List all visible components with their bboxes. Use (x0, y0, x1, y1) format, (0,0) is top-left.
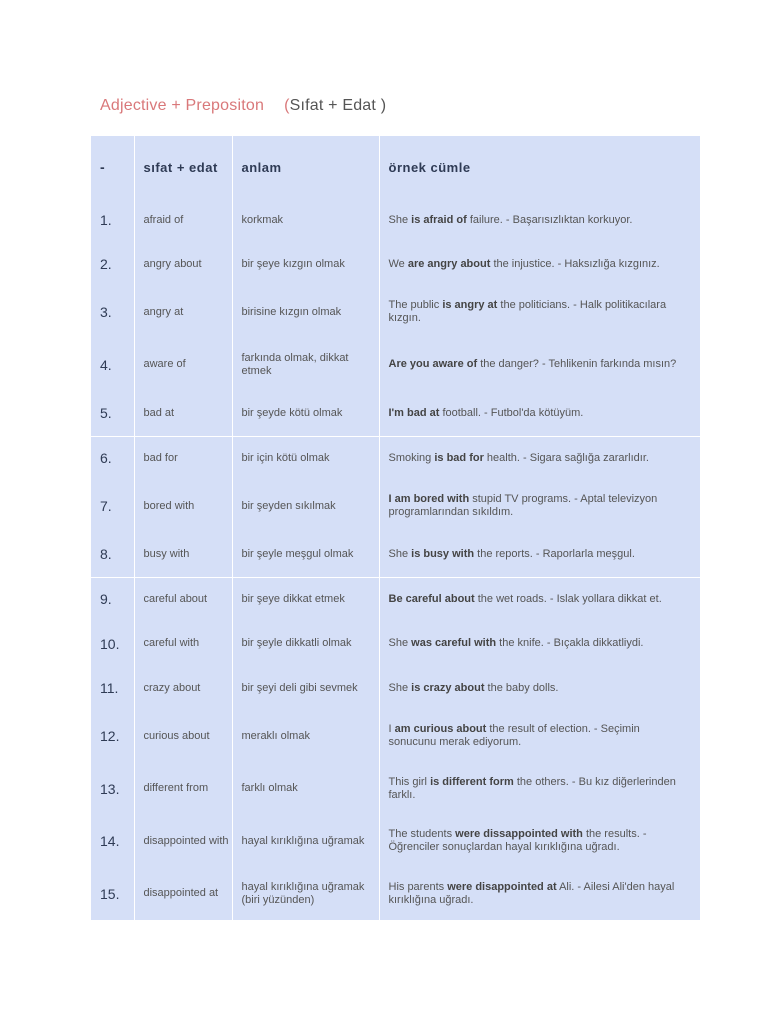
row-meaning: hayal kırıklığına uğramak (232, 815, 379, 867)
table-row (91, 436, 700, 480)
example-bold-phrase: is bad for (434, 451, 484, 464)
row-meaning: bir şeyle meşgul olmak (232, 532, 379, 577)
row-number: 6. (91, 436, 134, 480)
header-adjective: sıfat + edat (134, 136, 232, 198)
row-example (379, 867, 700, 920)
row-number: 8. (91, 532, 134, 577)
title-english: Adjective + Prepositon (100, 97, 265, 114)
title-turkish: Sıfat + Edat ) (289, 97, 387, 114)
row-adjective: bad for (134, 436, 232, 480)
table-row (91, 666, 700, 710)
example-text: health. - Sigara sağlığa zararlıdır. (483, 451, 649, 464)
row-meaning: farklı olmak (232, 762, 379, 815)
example-bold-phrase: is angry at (442, 299, 498, 311)
example-text: We (388, 257, 408, 270)
example-text: the wet roads. - Islak yollara dikkat et. (474, 592, 662, 605)
row-example (379, 338, 700, 391)
row-number: 3. (91, 286, 134, 338)
page-title (100, 97, 386, 115)
row-adjective: careful about (134, 577, 232, 621)
row-meaning: farkında olmak, dikkat etmek (232, 338, 379, 391)
row-meaning: bir şeye dikkat etmek (232, 577, 379, 621)
example-text: The public (388, 299, 443, 311)
row-example (379, 666, 700, 710)
table-row (91, 286, 700, 338)
row-example (379, 391, 700, 436)
row-meaning: bir şeyle dikkatli olmak (232, 621, 379, 666)
example-bold-phrase: am curious about (394, 723, 487, 735)
row-example (379, 480, 700, 532)
row-number: 12. (91, 710, 134, 762)
example-text: The students (388, 828, 456, 840)
row-number: 15. (91, 867, 134, 920)
row-adjective: aware of (134, 338, 232, 391)
example-bold-phrase: were disappointed at (447, 880, 557, 893)
row-meaning: bir şeye kızgın olmak (232, 242, 379, 286)
title-open-paren: ( (284, 97, 290, 114)
table-row (91, 391, 700, 436)
table-row (91, 532, 700, 577)
example-bold-phrase: I'm bad at (388, 406, 440, 419)
row-example (379, 710, 700, 762)
example-text: Ali. - Ailesi Ali'den hayal kırıklığına uğradı. (388, 880, 675, 906)
example-text: the injustice. - Haksızlığa kızgınız. (490, 257, 660, 270)
row-number: 14. (91, 815, 134, 867)
row-meaning: hayal kırıklığına uğramak (biri yüzünden) (232, 867, 379, 920)
row-example (379, 815, 700, 867)
row-adjective: bored with (134, 480, 232, 532)
example-text: I (388, 723, 395, 735)
table-row (91, 621, 700, 666)
row-adjective: afraid of (134, 198, 232, 242)
example-text: She (388, 547, 412, 560)
example-bold-phrase: was careful with (411, 637, 497, 649)
row-adjective: crazy about (134, 666, 232, 710)
row-number: 5. (91, 391, 134, 436)
row-meaning: birisine kızgın olmak (232, 286, 379, 338)
table-row (91, 577, 700, 621)
example-text: His parents (388, 880, 448, 893)
example-text: She (388, 637, 412, 649)
row-adjective: different from (134, 762, 232, 815)
example-text: failure. - Başarısızlıktan korkuyor. (466, 213, 633, 226)
example-bold-phrase: Are you aware of (388, 358, 478, 370)
row-adjective: busy with (134, 532, 232, 577)
example-bold-phrase: is afraid of (411, 213, 467, 226)
row-example (379, 577, 700, 621)
example-bold-phrase: is busy with (411, 547, 475, 560)
row-example (379, 198, 700, 242)
row-number: 7. (91, 480, 134, 532)
header-num: - (91, 136, 134, 198)
example-bold-phrase: is crazy about (411, 681, 485, 694)
table-row (91, 710, 700, 762)
example-text: the politicians. - Halk politikacılara kızgın. (388, 299, 667, 324)
row-meaning: meraklı olmak (232, 710, 379, 762)
row-adjective: curious about (134, 710, 232, 762)
row-adjective: angry about (134, 242, 232, 286)
row-adjective: bad at (134, 391, 232, 436)
example-text: This girl (388, 775, 431, 788)
vocabulary-table (91, 136, 700, 920)
row-meaning: bir şeyden sıkılmak (232, 480, 379, 532)
header-meaning: anlam (232, 136, 379, 198)
example-text: stupid TV programs. - Aptal televizyon programlarından sıkıldım. (388, 493, 658, 518)
row-adjective: careful with (134, 621, 232, 666)
header-example: örnek cümle (388, 159, 471, 175)
example-bold-phrase: are angry about (407, 257, 491, 270)
row-example (379, 621, 700, 666)
example-text: the baby dolls. (484, 681, 559, 694)
example-text: the result of election. - Seçimin sonucunu merak ediyorum. (388, 723, 640, 748)
row-meaning: bir şeyde kötü olmak (232, 391, 379, 436)
row-number: 11. (91, 666, 134, 710)
table-row (91, 242, 700, 286)
row-number: 9. (91, 577, 134, 621)
table-row (91, 198, 700, 242)
table-row (91, 338, 700, 391)
example-text: the others. - Bu kız diğerlerinden farklı. (388, 775, 676, 801)
example-text: She (388, 213, 412, 226)
row-example (379, 286, 700, 338)
example-bold-phrase: Be careful about (388, 592, 475, 605)
row-example (379, 436, 700, 480)
row-number: 4. (91, 338, 134, 391)
row-adjective: disappointed at (134, 867, 232, 920)
example-text: Smoking (388, 451, 435, 464)
table-row (91, 480, 700, 532)
row-adjective: angry at (134, 286, 232, 338)
row-number: 10. (91, 621, 134, 666)
row-meaning: korkmak (232, 198, 379, 242)
row-example (379, 532, 700, 577)
row-meaning: bir şeyi deli gibi sevmek (232, 666, 379, 710)
row-adjective: disappointed with (134, 815, 232, 867)
example-bold-phrase: were dissappointed with (455, 828, 583, 840)
row-meaning: bir için kötü olmak (232, 436, 379, 480)
example-text: the danger? - Tehlikenin farkında mısın? (477, 358, 677, 370)
example-text: the results. - Öğrenciler sonuçlardan hayal kırıklığına uğradı. (388, 828, 647, 853)
example-text: the reports. - Raporlarla meşgul. (474, 547, 635, 560)
row-example (379, 242, 700, 286)
example-text: football. - Futbol'da kötüyüm. (439, 406, 584, 419)
example-bold-phrase: is different form (430, 775, 514, 788)
table-row (91, 762, 700, 815)
example-text: She (388, 681, 412, 694)
table-row (91, 815, 700, 867)
row-number: 1. (91, 198, 134, 242)
example-text: the knife. - Bıçakla dikkatliydi. (496, 637, 644, 649)
row-number: 13. (91, 762, 134, 815)
table-row (91, 867, 700, 920)
table-header-row (91, 136, 700, 198)
row-number: 2. (91, 242, 134, 286)
row-example (379, 762, 700, 815)
example-bold-phrase: I am bored with (388, 493, 470, 505)
